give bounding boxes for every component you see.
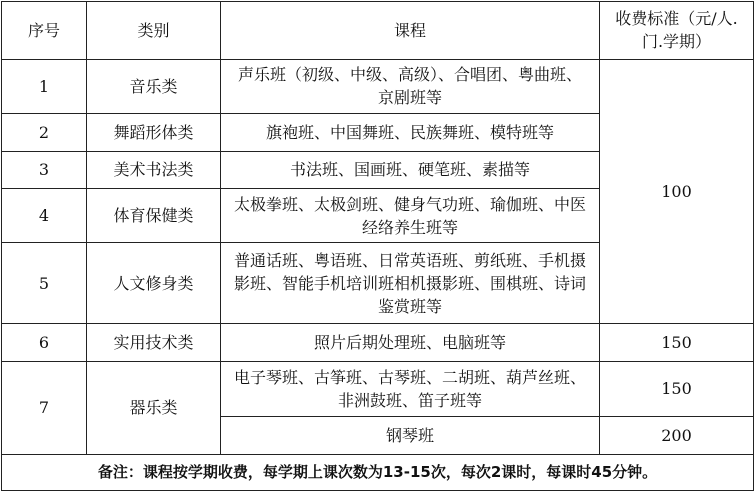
row-no: 2 — [2, 114, 87, 151]
row-category: 实用技术类 — [87, 324, 221, 361]
row-course: 书法班、国画班、硬笔班、素描等 — [221, 151, 600, 188]
row-course: 声乐班（初级、中级、高级）、合唱团、粤曲班、京剧班等 — [221, 59, 600, 114]
row-no: 5 — [2, 243, 87, 324]
note-row — [2, 454, 754, 490]
table-row — [2, 59, 754, 114]
row-course: 旗袍班、中国舞班、民族舞班、模特班等 — [221, 114, 600, 151]
row-no: 3 — [2, 151, 87, 188]
fee-cell: 150 — [600, 361, 754, 417]
fee-schedule-table — [1, 1, 754, 491]
row-course: 钢琴班 — [221, 417, 600, 454]
row-no: 6 — [2, 324, 87, 361]
row-category: 美术书法类 — [87, 151, 221, 188]
table-row — [2, 324, 754, 361]
row-course: 电子琴班、古筝班、古琴班、二胡班、葫芦丝班、非洲鼓班、笛子班等 — [221, 361, 600, 417]
header-no: 序号 — [2, 2, 87, 60]
row-course: 太极拳班、太极剑班、健身气功班、瑜伽班、中医经络养生班等 — [221, 188, 600, 243]
row-category: 器乐类 — [87, 361, 221, 454]
header-course: 课程 — [221, 2, 600, 60]
table-row — [2, 361, 754, 417]
row-course: 照片后期处理班、电脑班等 — [221, 324, 600, 361]
row-category: 体育保健类 — [87, 188, 221, 243]
fee-cell: 200 — [600, 417, 754, 454]
note-text: 备注：课程按学期收费，每学期上课次数为13-15次，每次2课时，每课时45分钟。 — [2, 454, 754, 490]
header-fee: 收费标准（元/人.门.学期） — [600, 2, 754, 60]
header-category: 类别 — [87, 2, 221, 60]
row-no: 7 — [2, 361, 87, 454]
header-row — [2, 2, 754, 60]
row-no: 4 — [2, 188, 87, 243]
fee-cell: 150 — [600, 324, 754, 361]
row-course: 普通话班、粤语班、日常英语班、剪纸班、手机摄影班、智能手机培训班相机摄影班、围棋班、诗词鉴赏班等 — [221, 243, 600, 324]
row-category: 人文修身类 — [87, 243, 221, 324]
row-category: 音乐类 — [87, 59, 221, 114]
row-no: 1 — [2, 59, 87, 114]
row-category: 舞蹈形体类 — [87, 114, 221, 151]
fee-cell-group: 100 — [600, 59, 754, 324]
